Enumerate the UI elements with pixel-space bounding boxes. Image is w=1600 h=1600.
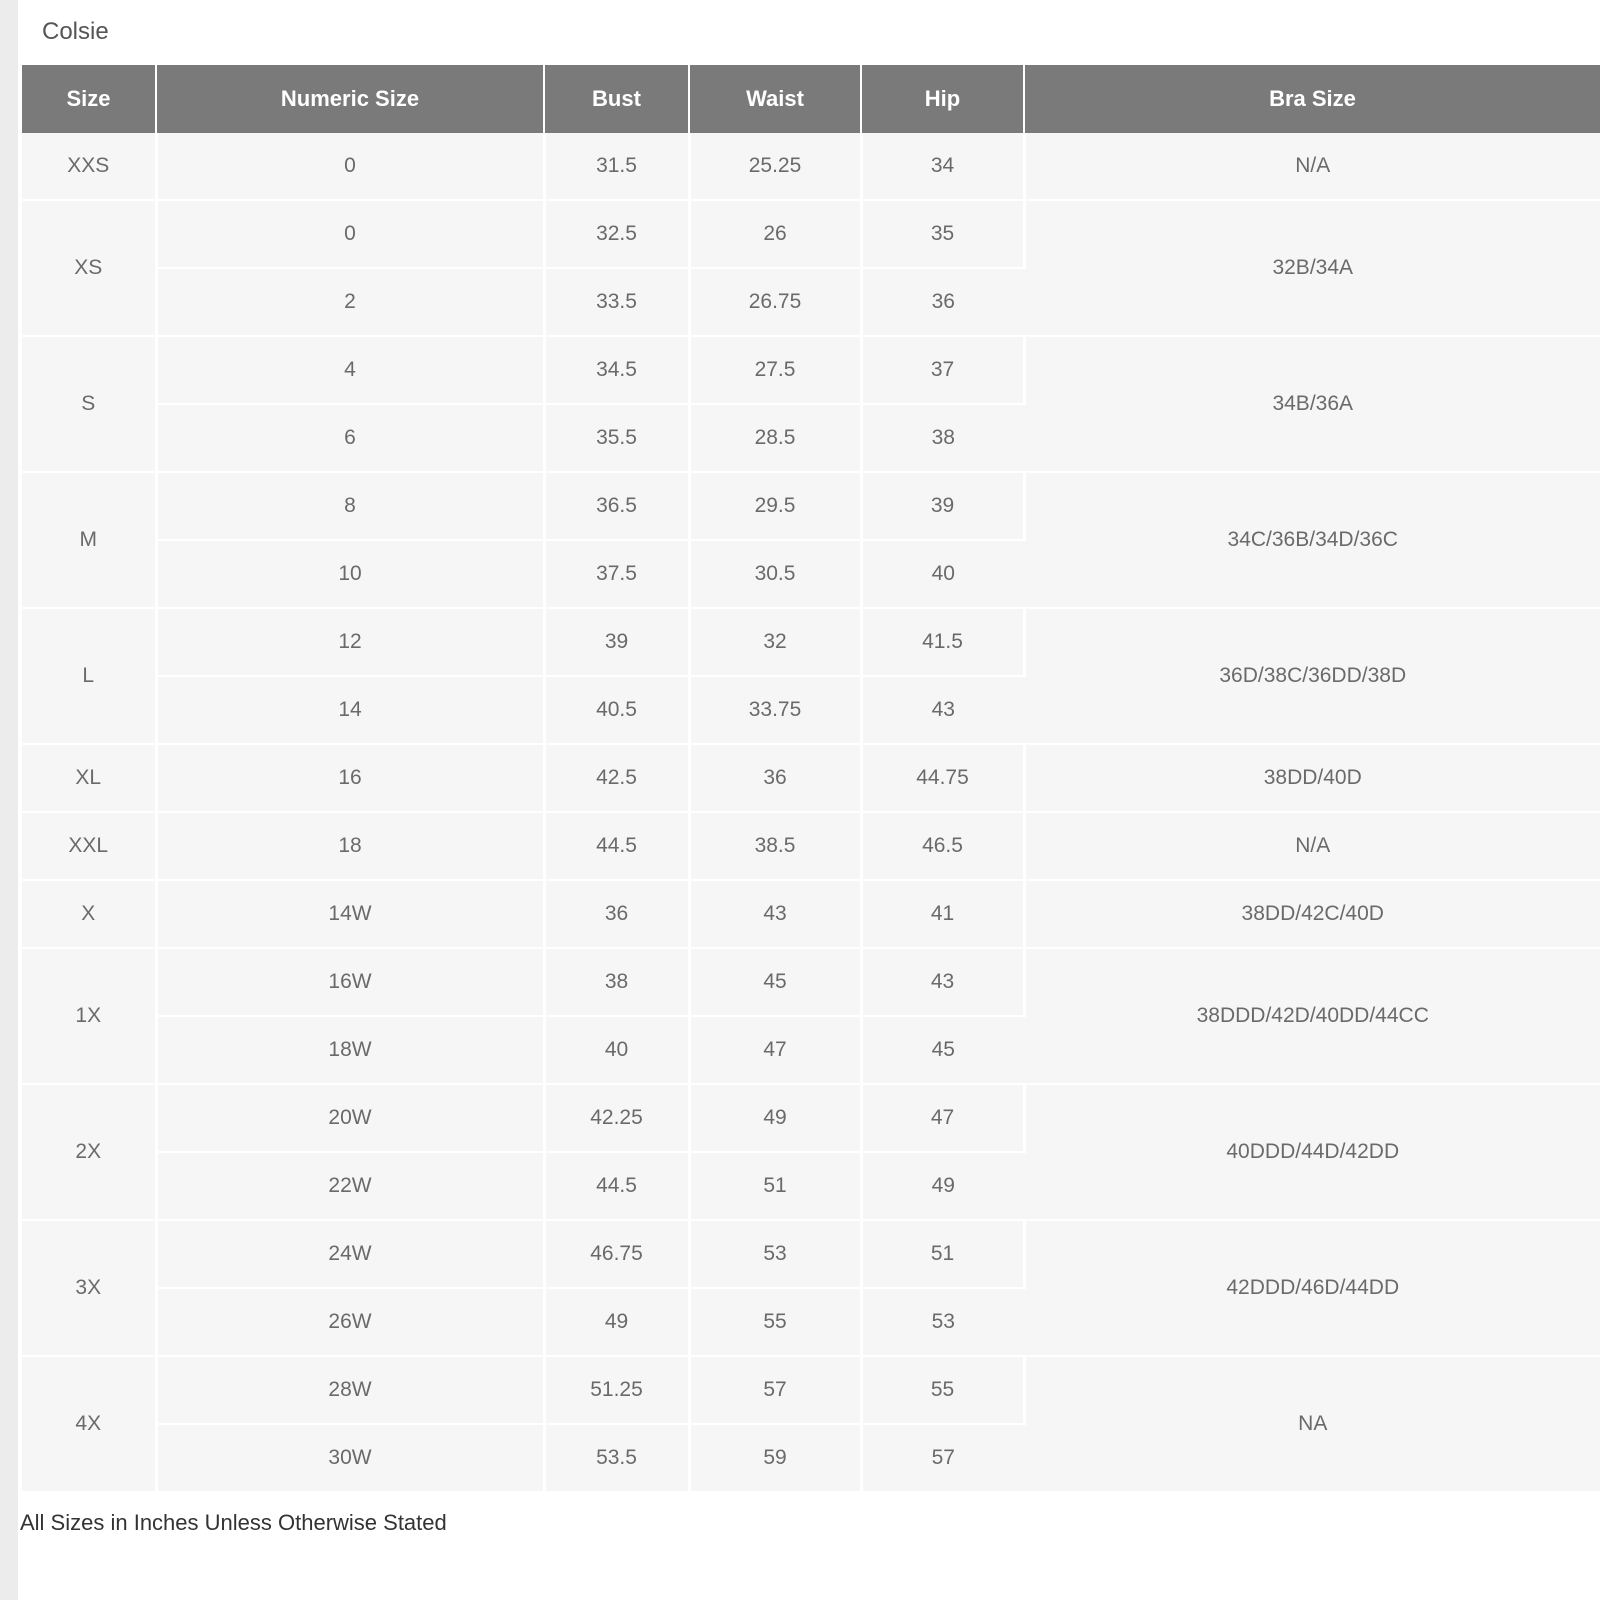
waist-cell: 57 <box>689 1356 861 1424</box>
waist-cell: 43 <box>689 880 861 948</box>
waist-cell: 29.5 <box>689 472 861 540</box>
bust-cell: 46.75 <box>544 1220 689 1288</box>
waist-cell: 26.75 <box>689 268 861 336</box>
numeric-size-cell: 20W <box>156 1084 544 1152</box>
waist-cell: 53 <box>689 1220 861 1288</box>
table-row <box>22 744 1600 812</box>
hip-cell: 35 <box>861 200 1024 268</box>
numeric-size-cell: 28W <box>156 1356 544 1424</box>
bust-cell: 37.5 <box>544 540 689 608</box>
header-bra-size: Bra Size <box>1024 65 1600 133</box>
bust-cell: 35.5 <box>544 404 689 472</box>
bra-size-cell: 38DD/42C/40D <box>1024 880 1600 948</box>
bust-cell: 51.25 <box>544 1356 689 1424</box>
bust-cell: 42.5 <box>544 744 689 812</box>
bra-size-cell: 34C/36B/34D/36C <box>1024 472 1600 608</box>
numeric-size-cell: 16W <box>156 948 544 1016</box>
numeric-size-cell: 26W <box>156 1288 544 1356</box>
size-chart <box>22 65 1600 1493</box>
bust-cell: 39 <box>544 608 689 676</box>
bra-size-cell: 40DDD/44D/42DD <box>1024 1084 1600 1220</box>
hip-cell: 47 <box>861 1084 1024 1152</box>
numeric-size-cell: 22W <box>156 1152 544 1220</box>
footnote: All Sizes in Inches Unless Otherwise Stated <box>20 1510 447 1535</box>
waist-cell: 33.75 <box>689 676 861 744</box>
table-row <box>22 608 1600 676</box>
brand-label: Colsie <box>42 18 109 45</box>
hip-cell: 49 <box>861 1152 1024 1220</box>
waist-cell: 55 <box>689 1288 861 1356</box>
numeric-size-cell: 24W <box>156 1220 544 1288</box>
size-cell: 3X <box>22 1220 156 1356</box>
numeric-size-cell: 14 <box>156 676 544 744</box>
hip-cell: 41 <box>861 880 1024 948</box>
table-row <box>22 812 1600 880</box>
size-cell: 1X <box>22 948 156 1084</box>
hip-cell: 38 <box>861 404 1024 472</box>
numeric-size-cell: 6 <box>156 404 544 472</box>
bra-size-cell: 36D/38C/36DD/38D <box>1024 608 1600 744</box>
size-cell: X <box>22 880 156 948</box>
hip-cell: 37 <box>861 336 1024 404</box>
numeric-size-cell: 30W <box>156 1424 544 1492</box>
waist-cell: 25.25 <box>689 133 861 200</box>
bra-size-cell: 38DDD/42D/40DD/44CC <box>1024 948 1600 1084</box>
numeric-size-cell: 0 <box>156 200 544 268</box>
waist-cell: 47 <box>689 1016 861 1084</box>
table-row <box>22 200 1600 268</box>
bust-cell: 44.5 <box>544 1152 689 1220</box>
bust-cell: 33.5 <box>544 268 689 336</box>
waist-cell: 27.5 <box>689 336 861 404</box>
bust-cell: 44.5 <box>544 812 689 880</box>
bra-size-cell: N/A <box>1024 812 1600 880</box>
bust-cell: 38 <box>544 948 689 1016</box>
table-row <box>22 1084 1600 1152</box>
waist-cell: 36 <box>689 744 861 812</box>
table-row <box>22 472 1600 540</box>
numeric-size-cell: 16 <box>156 744 544 812</box>
hip-cell: 41.5 <box>861 608 1024 676</box>
bust-cell: 32.5 <box>544 200 689 268</box>
size-cell: XS <box>22 200 156 336</box>
size-cell: XXL <box>22 812 156 880</box>
table-row <box>22 336 1600 404</box>
bust-cell: 49 <box>544 1288 689 1356</box>
waist-cell: 32 <box>689 608 861 676</box>
table-row <box>22 1356 1600 1424</box>
numeric-size-cell: 2 <box>156 268 544 336</box>
waist-cell: 30.5 <box>689 540 861 608</box>
header-hip: Hip <box>861 65 1024 133</box>
numeric-size-cell: 0 <box>156 133 544 200</box>
bust-cell: 36 <box>544 880 689 948</box>
numeric-size-cell: 18W <box>156 1016 544 1084</box>
bust-cell: 53.5 <box>544 1424 689 1492</box>
hip-cell: 34 <box>861 133 1024 200</box>
hip-cell: 53 <box>861 1288 1024 1356</box>
bra-size-cell: 32B/34A <box>1024 200 1600 336</box>
numeric-size-cell: 18 <box>156 812 544 880</box>
hip-cell: 43 <box>861 948 1024 1016</box>
bust-cell: 31.5 <box>544 133 689 200</box>
bra-size-cell: NA <box>1024 1356 1600 1492</box>
numeric-size-cell: 10 <box>156 540 544 608</box>
waist-cell: 26 <box>689 200 861 268</box>
waist-cell: 38.5 <box>689 812 861 880</box>
size-cell: 4X <box>22 1356 156 1492</box>
bra-size-cell: N/A <box>1024 133 1600 200</box>
size-cell: 2X <box>22 1084 156 1220</box>
numeric-size-cell: 14W <box>156 880 544 948</box>
bust-cell: 40 <box>544 1016 689 1084</box>
bra-size-cell: 34B/36A <box>1024 336 1600 472</box>
size-cell: M <box>22 472 156 608</box>
bra-size-cell: 42DDD/46D/44DD <box>1024 1220 1600 1356</box>
size-cell: XXS <box>22 133 156 200</box>
hip-cell: 46.5 <box>861 812 1024 880</box>
header-bust: Bust <box>544 65 689 133</box>
waist-cell: 51 <box>689 1152 861 1220</box>
hip-cell: 45 <box>861 1016 1024 1084</box>
hip-cell: 57 <box>861 1424 1024 1492</box>
header-size: Size <box>22 65 156 133</box>
hip-cell: 55 <box>861 1356 1024 1424</box>
table-row <box>22 948 1600 1016</box>
hip-cell: 40 <box>861 540 1024 608</box>
size-cell: S <box>22 336 156 472</box>
hip-cell: 44.75 <box>861 744 1024 812</box>
bust-cell: 42.25 <box>544 1084 689 1152</box>
waist-cell: 45 <box>689 948 861 1016</box>
table-row <box>22 880 1600 948</box>
bra-size-cell: 38DD/40D <box>1024 744 1600 812</box>
size-cell: L <box>22 608 156 744</box>
hip-cell: 43 <box>861 676 1024 744</box>
size-chart-table <box>22 65 1600 1493</box>
table-row <box>22 1220 1600 1288</box>
numeric-size-cell: 8 <box>156 472 544 540</box>
header-waist: Waist <box>689 65 861 133</box>
hip-cell: 39 <box>861 472 1024 540</box>
bust-cell: 34.5 <box>544 336 689 404</box>
waist-cell: 28.5 <box>689 404 861 472</box>
size-cell: XL <box>22 744 156 812</box>
bust-cell: 36.5 <box>544 472 689 540</box>
bust-cell: 40.5 <box>544 676 689 744</box>
numeric-size-cell: 12 <box>156 608 544 676</box>
size-chart-body <box>22 133 1600 1492</box>
table-row <box>22 133 1600 200</box>
waist-cell: 49 <box>689 1084 861 1152</box>
hip-cell: 51 <box>861 1220 1024 1288</box>
header-numeric-size: Numeric Size <box>156 65 544 133</box>
hip-cell: 36 <box>861 268 1024 336</box>
waist-cell: 59 <box>689 1424 861 1492</box>
numeric-size-cell: 4 <box>156 336 544 404</box>
header-row <box>22 65 1600 133</box>
